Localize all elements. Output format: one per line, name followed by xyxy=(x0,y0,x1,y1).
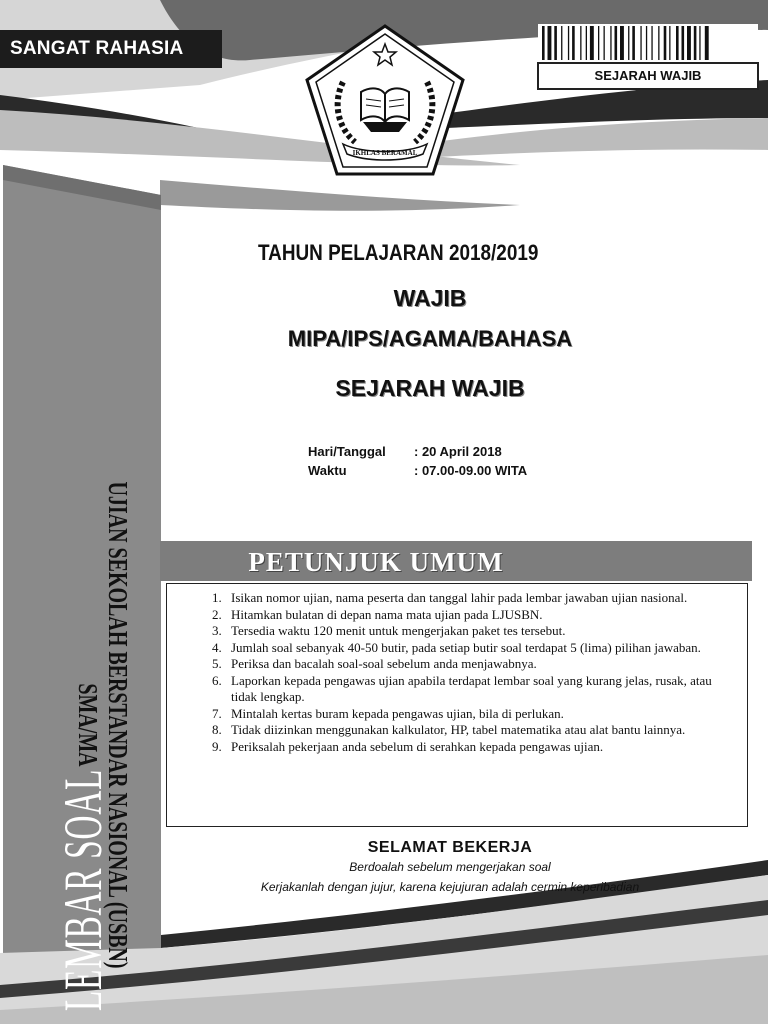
barcode-bar xyxy=(620,26,624,60)
title-line-2: MIPA/IPS/AGAMA/BAHASA xyxy=(287,326,573,351)
barcode-bar xyxy=(548,26,552,60)
sidebar xyxy=(3,165,161,1012)
classification-badge: SANGAT RAHASIA xyxy=(0,30,222,68)
barcode-bar xyxy=(669,26,670,60)
academic-year-text: TAHUN PELAJARAN 2018/2019 xyxy=(258,240,539,265)
list-item: 9. Periksalah pekerjaan anda sebelum di serahkan kepada pengawas ujian. xyxy=(225,739,733,756)
barcode-bar xyxy=(640,26,641,60)
closing-line-2: Kerjakanlah dengan jujur, karena kejujuran adalah cermin keperibadian xyxy=(260,880,640,894)
barcode-bar xyxy=(676,26,679,60)
barcode-bar xyxy=(694,26,697,60)
barcode-bar xyxy=(598,26,599,60)
list-item: 5. Periksa dan bacalah soal-soal sebelum anda menjawabnya. xyxy=(225,656,733,673)
list-item: 1. Isikan nomor ujian, nama peserta dan tanggal lahir pada lembar jawaban ujian nasional. xyxy=(225,590,733,607)
schedule xyxy=(308,442,527,480)
title-line-3: SEJARAH WAJIB xyxy=(335,375,525,401)
barcode-bar xyxy=(554,26,557,60)
closing-greeting: SELAMAT BEKERJA xyxy=(367,839,533,856)
barcode-bar xyxy=(682,26,685,60)
barcode-icon xyxy=(538,24,758,62)
instructions-list xyxy=(167,590,733,755)
list-item: 8. Tidak diizinkan menggunakan kalkulator, HP, tabel matematika atau alat bantu lainnya. xyxy=(225,722,733,739)
sidebar-exam-info xyxy=(73,396,133,1024)
barcode-bar xyxy=(568,26,569,60)
barcode-bar xyxy=(561,26,562,60)
barcode-bar xyxy=(658,26,659,60)
barcode-bar xyxy=(615,26,618,60)
instructions-heading: PETUNJUK UMUM xyxy=(248,547,504,577)
list-item: 3. Tersedia waktu 120 menit untuk mengerjakan paket tes tersebut. xyxy=(225,623,733,640)
barcode-bar xyxy=(610,26,611,60)
barcode-bar xyxy=(632,26,635,60)
academic-year xyxy=(0,240,768,266)
barcode-bar xyxy=(705,26,709,60)
schedule-row xyxy=(308,442,527,461)
emblem-motto: IKHLAS BERAMAL xyxy=(352,149,418,157)
closing-line-1: Berdoalah sebelum mengerjakan soal xyxy=(349,860,551,874)
sidebar-level: SMA/MA xyxy=(73,683,103,767)
schedule-value: : 07.00-09.00 WITA xyxy=(414,463,528,478)
barcode-bar xyxy=(651,26,652,60)
barcode-bar xyxy=(687,26,691,60)
barcode-bar xyxy=(628,26,629,60)
sidebar-title: LEMBAR SOAL xyxy=(53,768,113,1012)
list-item: 4. Jumlah soal sebanyak 40-50 butir, pada setiap butir soal terdapat 5 (lima) pilihan jawaban. xyxy=(225,640,733,657)
barcode-bar xyxy=(699,26,700,60)
schedule-value: : 20 April 2018 xyxy=(414,444,502,459)
barcode-bar xyxy=(646,26,647,60)
barcode-bar xyxy=(586,26,587,60)
schedule-label: Waktu xyxy=(308,463,347,478)
schedule-row xyxy=(308,461,527,480)
subject-tag: SEJARAH WAJIB xyxy=(537,62,759,90)
list-item: 2. Hitamkan bulatan di depan nama mata ujian pada LJUSBN. xyxy=(225,607,733,624)
barcode xyxy=(538,24,758,62)
barcode-bar xyxy=(580,26,581,60)
barcode-bar xyxy=(542,26,545,60)
title-line-1: WAJIB xyxy=(393,285,467,311)
schedule-label: Hari/Tanggal xyxy=(308,444,386,459)
sidebar-exam-name: UJIAN SEKOLAH BERSTANDAR NASIONAL (USBN) xyxy=(103,481,133,969)
ministry-emblem-icon xyxy=(303,22,467,178)
barcode-bar xyxy=(604,26,605,60)
barcode-bar xyxy=(664,26,667,60)
barcode-bar xyxy=(572,26,575,60)
barcode-bar xyxy=(590,26,594,60)
list-item: 7. Mintalah kertas buram kepada pengawas ujian, bila di perlukan. xyxy=(225,706,733,723)
list-item: 6. Laporkan kepada pengawas ujian apabila terdapat lembar soal yang kurang jelas, rusak, atau tidak lengkap. xyxy=(225,673,733,706)
instructions-box xyxy=(166,583,748,827)
